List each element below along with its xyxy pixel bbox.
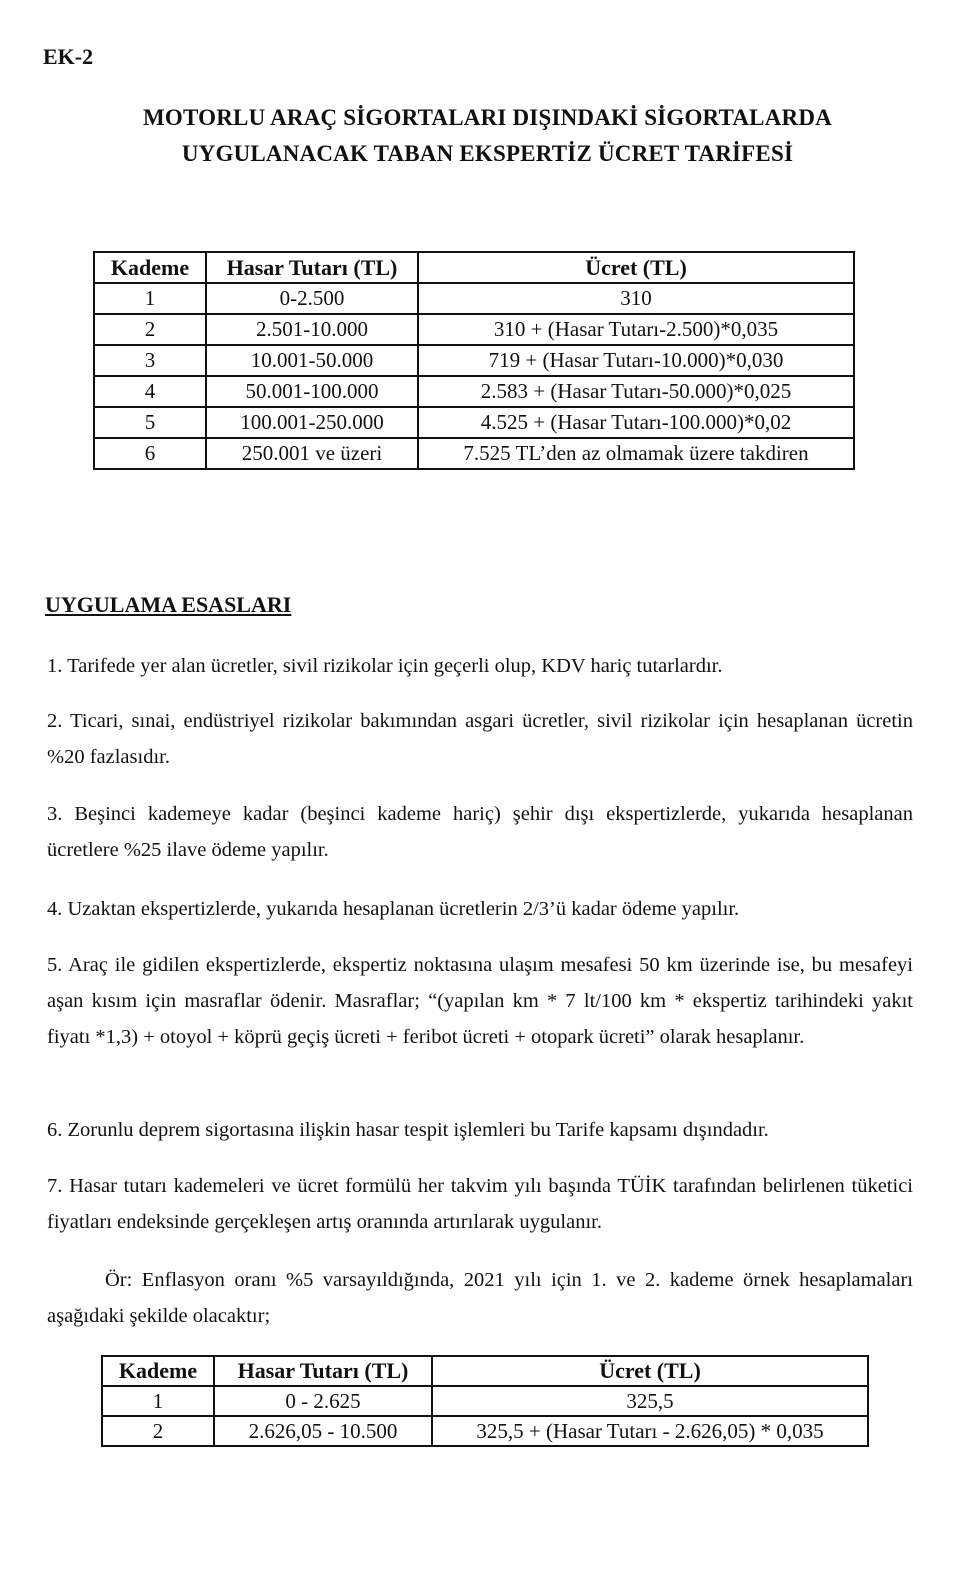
cell-hasar-tutari: 50.001-100.000 <box>206 376 418 407</box>
cell-kademe: 2 <box>102 1416 214 1446</box>
cell-hasar-tutari: 100.001-250.000 <box>206 407 418 438</box>
cell-ucret: 2.583 + (Hasar Tutarı-50.000)*0,025 <box>418 376 854 407</box>
table-row <box>102 1416 868 1446</box>
paragraph-6: 6. Zorunlu deprem sigortasına ilişkin hasar tespit işlemleri bu Tarife kapsamı dışındadır. <box>47 1119 769 1141</box>
fee-tariff-table <box>93 251 855 470</box>
annex-label: EK-2 <box>43 44 94 69</box>
cell-hasar-tutari: 0-2.500 <box>206 283 418 314</box>
cell-hasar-tutari: 2.501-10.000 <box>206 314 418 345</box>
example-calculation-table <box>101 1355 869 1447</box>
paragraph-2: 2. Ticari, sınai, endüstriyel rizikolar bakımından asgari ücretler, sivil rizikolar için hesaplanan ücretin %20 fazlasıdır. <box>47 710 913 768</box>
table-row <box>94 376 854 407</box>
paragraph-7: 7. Hasar tutarı kademeleri ve ücret formülü her takvim yılı başında TÜİK tarafından belirlenen tüketici fiyatları endeksinde gerçekleşen artış oranında artırılarak uygulanır. <box>47 1175 913 1233</box>
cell-ucret: 325,5 + (Hasar Tutarı - 2.626,05) * 0,035 <box>432 1416 868 1446</box>
table-row <box>94 345 854 376</box>
table-row <box>94 407 854 438</box>
cell-kademe: 4 <box>94 376 206 407</box>
paragraph-3: 3. Beşinci kademeye kadar (beşinci kademe hariç) şehir dışı ekspertizlerde, yukarıda hesaplanan ücretlere %25 ilave ödeme yapılır. <box>47 803 913 861</box>
header-hasar-tutari: Hasar Tutarı (TL) <box>206 252 418 283</box>
cell-hasar-tutari: 0 - 2.625 <box>214 1386 432 1416</box>
cell-kademe: 2 <box>94 314 206 345</box>
title-line-2: UYGULANACAK TABAN EKSPERTİZ ÜCRET TARİFESİ <box>181 141 794 166</box>
cell-ucret: 7.525 TL’den az olmamak üzere takdiren <box>418 438 854 469</box>
cell-kademe: 1 <box>94 283 206 314</box>
header-ucret: Ücret (TL) <box>418 252 854 283</box>
table-row <box>94 314 854 345</box>
cell-ucret: 719 + (Hasar Tutarı-10.000)*0,030 <box>418 345 854 376</box>
title-line-1: MOTORLU ARAÇ SİGORTALARI DIŞINDAKİ SİGORTALARDA <box>143 105 832 130</box>
cell-hasar-tutari: 250.001 ve üzeri <box>206 438 418 469</box>
cell-kademe: 3 <box>94 345 206 376</box>
header-ucret: Ücret (TL) <box>432 1356 868 1386</box>
header-kademe: Kademe <box>102 1356 214 1386</box>
table-row <box>94 438 854 469</box>
cell-ucret: 310 <box>418 283 854 314</box>
header-hasar-tutari: Hasar Tutarı (TL) <box>214 1356 432 1386</box>
cell-kademe: 5 <box>94 407 206 438</box>
cell-hasar-tutari: 2.626,05 - 10.500 <box>214 1416 432 1446</box>
section-heading: UYGULAMA ESASLARI <box>45 592 292 617</box>
table-row <box>94 283 854 314</box>
cell-ucret: 325,5 <box>432 1386 868 1416</box>
paragraph-5: 5. Araç ile gidilen ekspertizlerde, ekspertiz noktasına ulaşım mesafesi 50 km üzerinde ise, bu mesafeyi aşan kısım için masraflar ödenir. Masraflar; “(yapılan km * 7 lt/100 km * ekspertiz tarihindeki yakıt fiyatı *1,3) + otoyol + köprü geçiş ücreti + feribot ücreti + otopark ücreti” olarak hesaplanır. <box>47 954 913 1048</box>
table-row <box>102 1386 868 1416</box>
cell-kademe: 6 <box>94 438 206 469</box>
cell-ucret: 310 + (Hasar Tutarı-2.500)*0,035 <box>418 314 854 345</box>
page-title <box>0 100 975 172</box>
example-paragraph: Ör: Enflasyon oranı %5 varsayıldığında, 2021 yılı için 1. ve 2. kademe örnek hesaplamaları aşağıdaki şekilde olacaktır; <box>47 1269 913 1327</box>
cell-hasar-tutari: 10.001-50.000 <box>206 345 418 376</box>
table-header-row <box>102 1356 868 1386</box>
paragraph-1: 1. Tarifede yer alan ücretler, sivil rizikolar için geçerli olup, KDV hariç tutarlardır. <box>47 655 723 677</box>
paragraph-4: 4. Uzaktan ekspertizlerde, yukarıda hesaplanan ücretlerin 2/3’ü kadar ödeme yapılır. <box>47 898 740 920</box>
table-header-row <box>94 252 854 283</box>
cell-ucret: 4.525 + (Hasar Tutarı-100.000)*0,02 <box>418 407 854 438</box>
header-kademe: Kademe <box>94 252 206 283</box>
cell-kademe: 1 <box>102 1386 214 1416</box>
